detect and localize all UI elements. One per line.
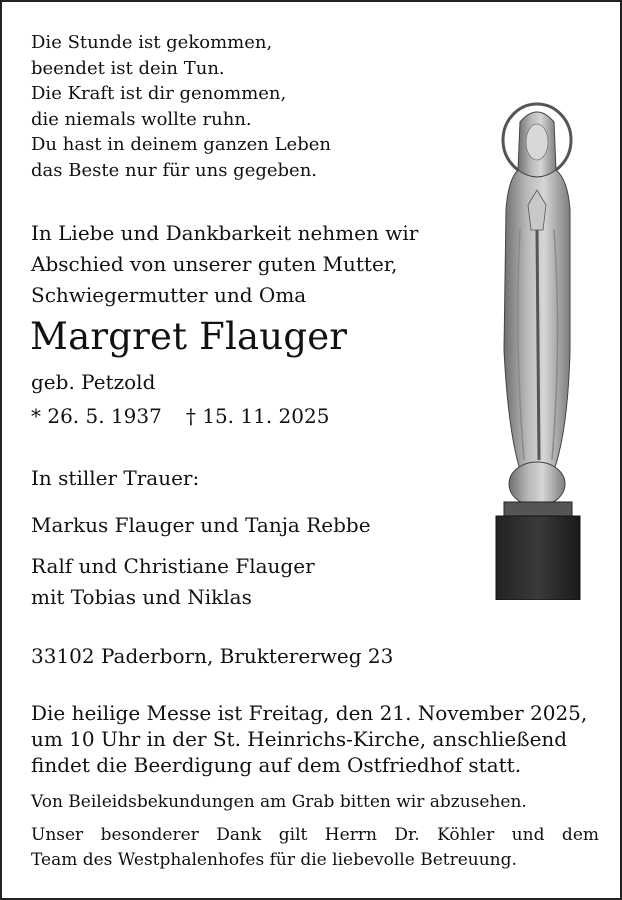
poem — [31, 30, 331, 183]
birth-date: * 26. 5. 1937 — [31, 404, 162, 428]
poem-line: Die Stunde ist gekommen, — [31, 32, 273, 53]
mourners-label: In stiller Trauer: — [31, 466, 200, 490]
poem-line: die niemals wollte ruhn. — [31, 108, 252, 130]
death-date: † 15. 11. 2025 — [185, 404, 330, 428]
thanks-line: Team des Westphalenhofes für die liebevolle Betreuung. — [31, 850, 517, 870]
thanks-note — [31, 823, 599, 873]
address: 33102 Paderborn, Bruktererweg 23 — [31, 644, 394, 668]
birth-name: geb. Petzold — [31, 370, 156, 394]
mass-line: findet die Beerdigung auf dem Ostfriedhof statt. — [31, 753, 522, 777]
poem-line: das Beste nur für uns gegeben. — [31, 159, 318, 181]
poem-line: beendet ist dein Tun. — [31, 57, 225, 79]
mass-line: um 10 Uhr in der St. Heinrichs-Kirche, anschließend — [31, 727, 568, 751]
intro-line: Abschied von unserer guten Mutter, — [31, 252, 398, 276]
intro-line: Schwiegermutter und Oma — [31, 283, 307, 307]
mass-line: Die heilige Messe ist Freitag, den 21. November 2025, — [31, 701, 588, 725]
poem-line: Die Kraft ist dir genommen, — [31, 83, 287, 104]
mourner-family: Markus Flauger und Tanja Rebbe — [31, 513, 371, 537]
mourner-line: Ralf und Christiane Flauger — [31, 554, 315, 578]
condolence-note: Von Beileidsbekundungen am Grab bitten wir abzusehen. — [31, 792, 527, 812]
mass-announcement — [31, 700, 599, 778]
thanks-line: Unser besonderer Dank gilt Herrn Dr. Köhler und dem — [31, 825, 599, 845]
deceased-name: Margret Flauger — [30, 315, 348, 358]
mourner-family — [31, 551, 315, 613]
mourner-line: mit Tobias und Niklas — [31, 585, 252, 609]
life-dates — [31, 403, 329, 429]
intro-line: In Liebe und Dankbarkeit nehmen wir — [31, 221, 419, 245]
poem-line: Du hast in deinem ganzen Leben — [31, 134, 331, 155]
madonna-statue-icon — [490, 100, 586, 600]
intro-text — [31, 218, 418, 311]
